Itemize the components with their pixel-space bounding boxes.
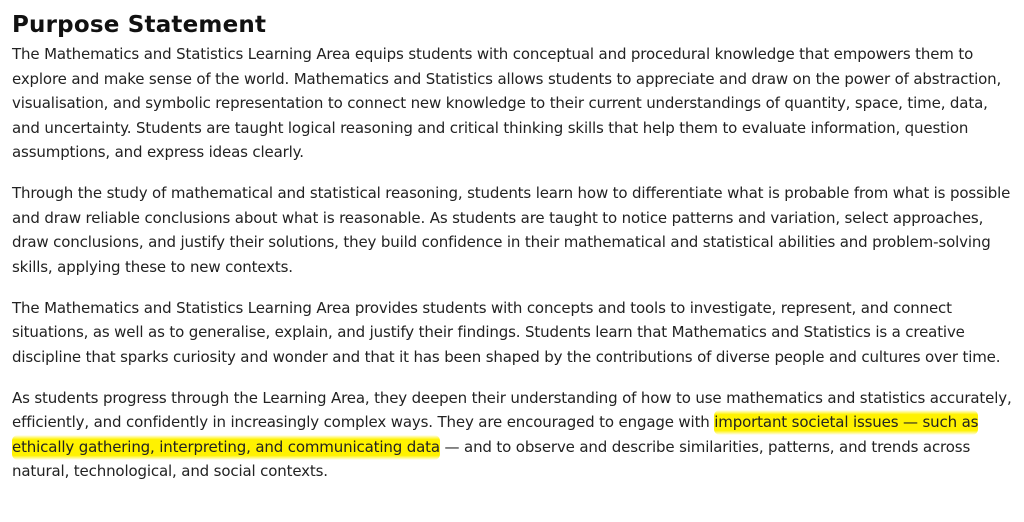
highlighted-text: important societal issues — such as ethically gathering, interpreting, and communicating data	[12, 410, 978, 460]
page-title: Purpose Statement	[12, 12, 267, 38]
paragraph-1: The Mathematics and Statistics Learning Area equips students with conceptual and procedural knowledge that empowers them to explore and make sense of the world. Mathematics and Statistics allows students to appreciate and draw on the power of abstraction, visualisation, and symbolic representation to connect new knowledge to their current understandings of quantity, space, time, data, and uncertainty. Students are taught logical reasoning and critical thinking skills that help them to evaluate information, question assumptions, and express ideas clearly.	[12, 45, 1002, 161]
paragraph-4-intro: As students progress through the Learning Area, they deepen their understanding of how to use mathematics and statistics accurately, efficiently, and confidently in increasingly complex ways. They are encouraged to engage with	[12, 388, 1012, 431]
document-body	[12, 8, 1012, 484]
paragraph-4-outro: — and to observe and describe similarities, patterns, and trends across natural, technological, and social contexts.	[12, 437, 971, 480]
paragraph-3: The Mathematics and Statistics Learning Area provides students with concepts and tools to investigate, represent, and connect situations, as well as to generalise, explain, and justify their findings. Students learn that Mathematics and Statistics is a creative discipline that sparks curiosity and wonder and that it has been shaped by the contributions of diverse people and cultures over time.	[12, 298, 1001, 366]
paragraph-2: Through the study of mathematical and statistical reasoning, students learn how to differentiate what is probable from what is possible and draw reliable conclusions about what is reasonable. As students are taught to notice patterns and variation, select approaches, draw conclusions, and justify their solutions, they build confidence in their mathematical and statistical abilities and problem-solving skills, applying these to new contexts.	[12, 184, 1011, 276]
paragraph-4	[12, 386, 1012, 484]
